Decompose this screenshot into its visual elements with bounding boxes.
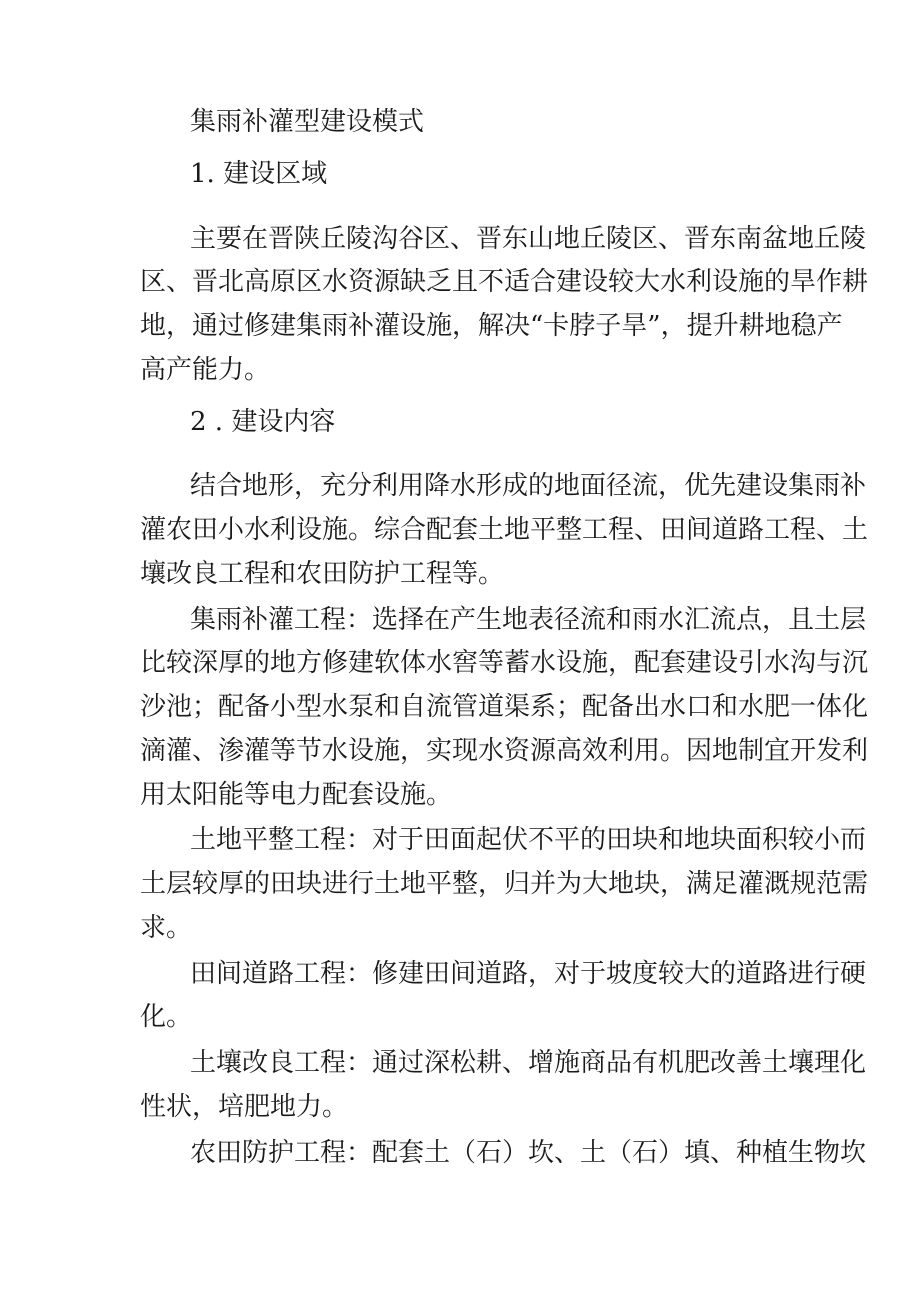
paragraph-line: 土地平整工程：对于田面起伏不平的田块和地块面积较小而 [190, 825, 867, 855]
paragraph-line: 结合地形，充分利用降水形成的地面径流，优先建设集雨补 [190, 471, 867, 501]
paragraph-line: 灌农田小水利设施。综合配套土地平整工程、田间道路工程、土 [140, 515, 869, 545]
subheading-construction-area: 1. 建设区域 [190, 159, 328, 189]
paragraph-line: 比较深厚的地方修建软体水窖等蓄水设施，配套建设引水沟与沉 [140, 648, 869, 678]
paragraph-line: 土层较厚的田块进行土地平整，归并为大地块，满足灌溉规范需 [140, 869, 869, 899]
paragraph-line: 沙池；配备小型水泵和自流管道渠系；配备出水口和水肥一体化 [140, 692, 869, 722]
paragraph-line: 地，通过修建集雨补灌设施，解决“卡脖子旱”，提升耕地稳产 [140, 311, 843, 341]
paragraph-line: 求。 [140, 913, 193, 943]
paragraph-line: 高产能力。 [140, 355, 271, 385]
paragraph-line: 壤改良工程和农田防护工程等。 [140, 559, 505, 589]
paragraph-line: 用太阳能等电力配套设施。 [140, 780, 453, 810]
paragraph-line: 主要在晋陕丘陵沟谷区、晋东山地丘陵区、晋东南盆地丘陵 [190, 224, 867, 254]
paragraph-line: 田间道路工程：修建田间道路，对于坡度较大的道路进行硬 [190, 959, 867, 989]
paragraph-line: 农田防护工程：配套土（石）坎、土（石）填、种植生物坎 [190, 1138, 867, 1168]
paragraph-line: 化。 [140, 1002, 193, 1032]
paragraph-line: 区、晋北高原区水资源缺乏且不适合建设较大水利设施的旱作耕 [140, 267, 869, 297]
section-title: 集雨补灌型建设模式 [190, 107, 425, 137]
paragraph-line: 滴灌、渗灌等节水设施，实现水资源高效利用。因地制宜开发利 [140, 736, 869, 766]
paragraph-line: 性状，培肥地力。 [140, 1092, 349, 1122]
paragraph-line: 土壤改良工程：通过深松耕、增施商品有机肥改善土壤理化 [190, 1048, 867, 1078]
paragraph-line: 集雨补灌工程：选择在产生地表径流和雨水汇流点，且土层 [190, 605, 867, 635]
subheading-construction-content: 2 . 建设内容 [190, 407, 336, 437]
